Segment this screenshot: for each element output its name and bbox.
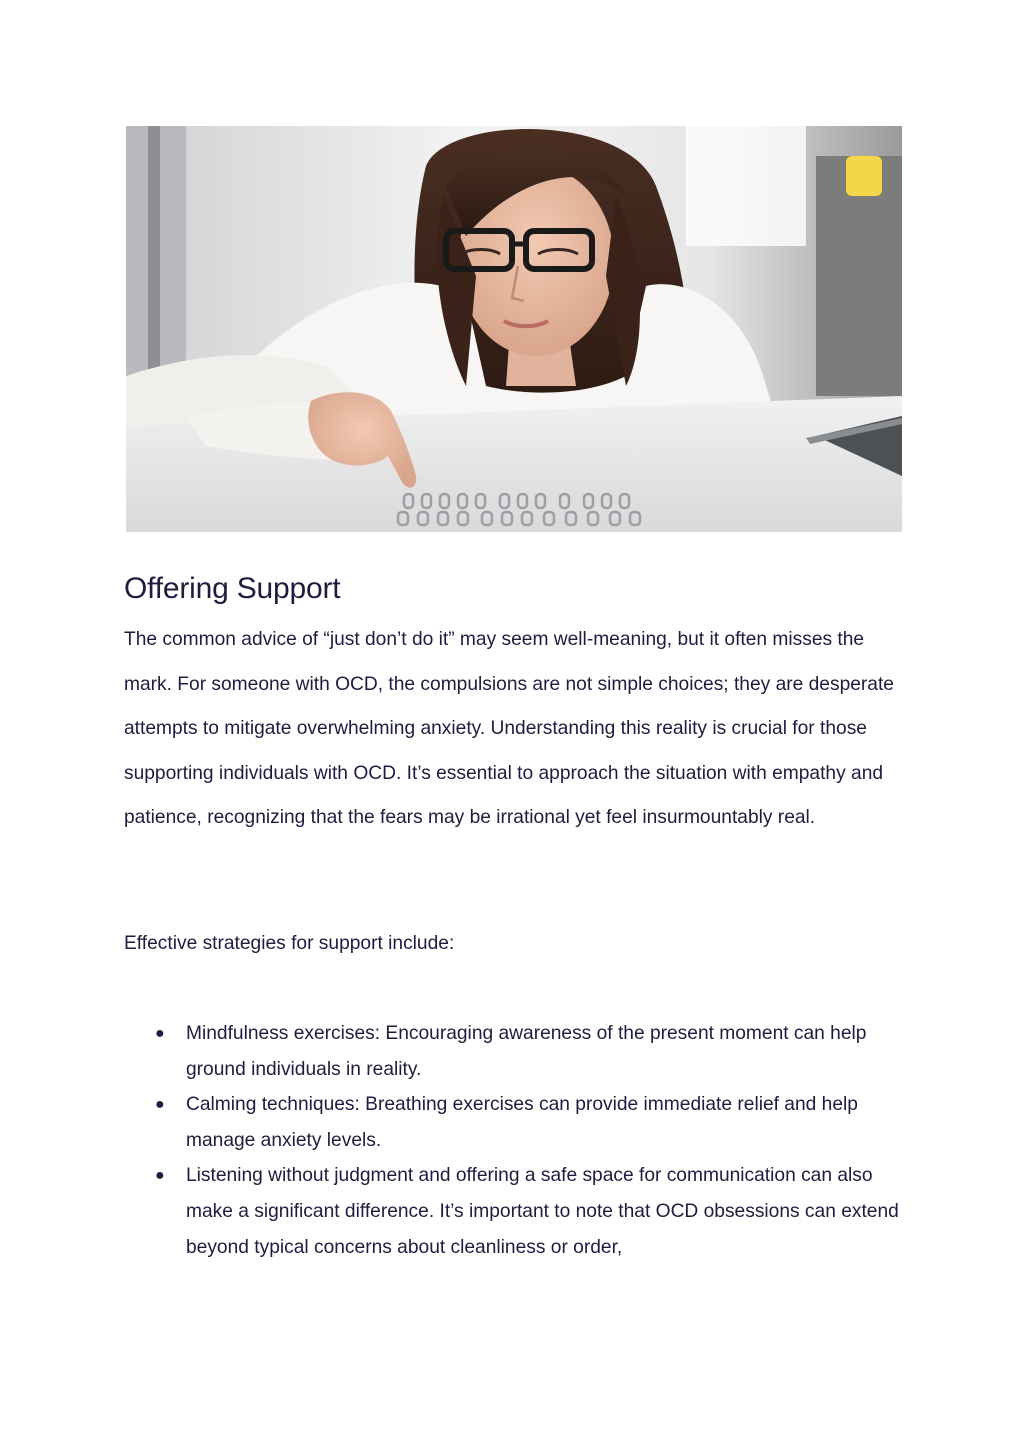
bullet-icon: ● [155, 1025, 165, 1042]
list-item-text: Calming techniques: Breathing exercises can provide immediate relief and help manage anxiety levels. [186, 1094, 858, 1151]
list-item-text: Mindfulness exercises: Encouraging awareness of the present moment can help ground individuals in reality. [186, 1023, 867, 1080]
body-paragraph: The common advice of “just don’t do it” may seem well-meaning, but it often misses the mark. For someone with OCD, the compulsions are not simple choices; they are desperate attempts to mitigate overwhelming anxiety. Understanding this reality is crucial for those supporting individuals with OCD. It’s essential to approach the situation with empathy and patience, recognizing that the fears may be irrational yet feel insurmountably real. [124, 629, 894, 828]
section-heading: Offering Support [124, 572, 341, 605]
strategies-intro: Effective strategies for support include: [124, 933, 455, 954]
photo-illustration [126, 126, 902, 532]
list-item-text: Listening without judgment and offering a safe space for communication can also make a significant difference. It’s important to note that OCD obsessions can extend beyond typical concerns about cleanliness or order, [186, 1165, 899, 1258]
bullet-icon: ● [155, 1167, 165, 1185]
strategies-list [124, 1016, 914, 1265]
list-item [124, 1087, 906, 1158]
list-item [124, 1158, 906, 1265]
bullet-icon: ● [155, 1096, 165, 1114]
list-item [124, 1016, 906, 1087]
hero-photo [126, 126, 902, 532]
